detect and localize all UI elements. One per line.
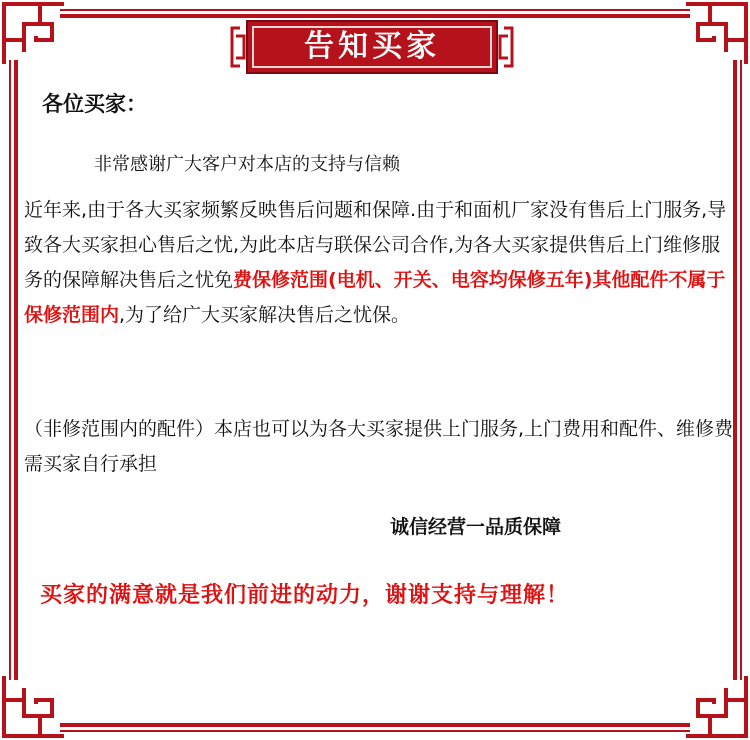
warranty-scope-text: 费保修范围(电机、开关、电容均保修五年)其他配件不属于保修范围内 <box>24 269 726 326</box>
title-plaque <box>246 20 498 74</box>
non-warranty-paragraph: （非修范围内的配件）本店也可以为各大买家提供上门服务,上门费用和配件、维修费需买家自行承担 <box>24 418 734 475</box>
thanks-text: 非常感谢广大客户对本店的支持与信赖 <box>94 154 400 175</box>
integrity-slogan: 诚信经营一品质保障 <box>390 516 562 538</box>
greeting-text: 各位买家： <box>42 92 147 116</box>
service-paragraph <box>24 193 736 333</box>
service-paragraph-outro: ,为了给广大买家解决售后之忧保。 <box>119 304 411 326</box>
page-title: 告知买家 <box>304 29 440 64</box>
service-paragraph-intro: 近年来,由于各大买家频繁反映售后问题和保障.由于和面机厂家没有售后上门服务,导致各大买家担心售后之忧,为此本店与联保公司合作,为各大买家提供售后上门维修服务的保障解决售后之忧免 <box>24 199 727 291</box>
closing-slogan: 买家的满意就是我们前进的动力，谢谢支持与理解！ <box>40 583 570 608</box>
